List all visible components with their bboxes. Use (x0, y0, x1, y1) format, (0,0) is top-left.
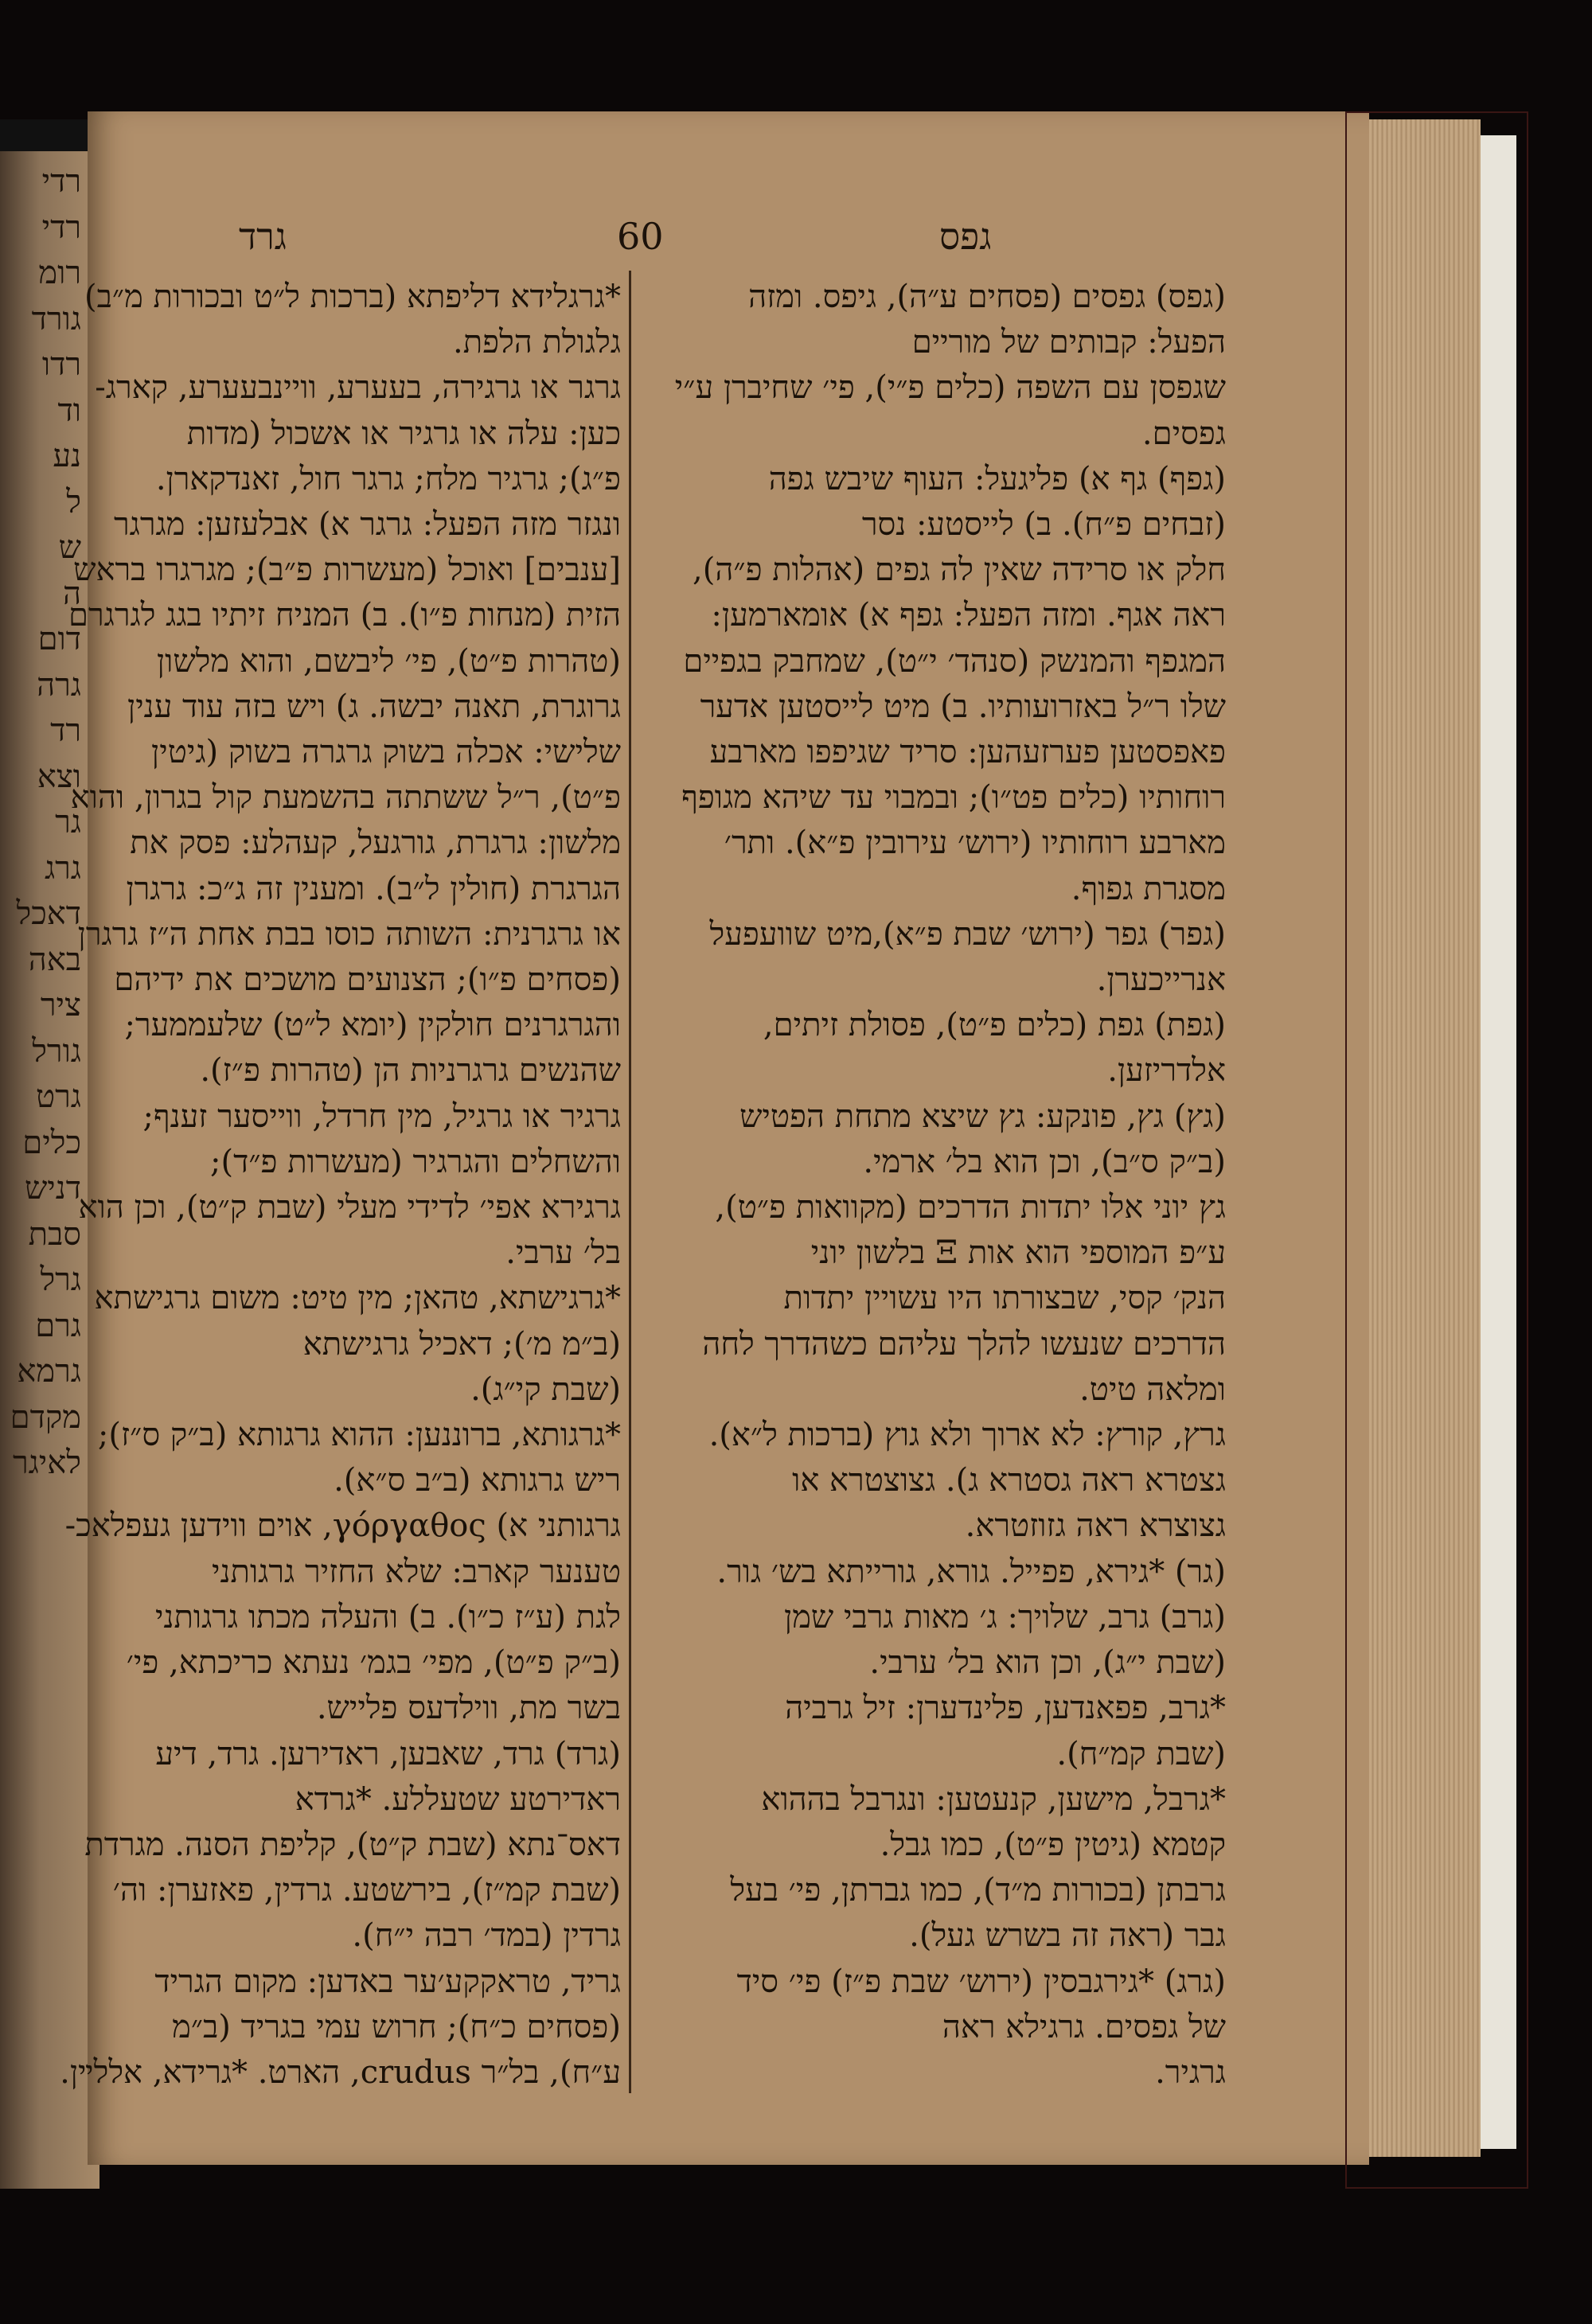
fragment-line: וצא (37, 758, 81, 795)
text-line: גצוצרא ראה גזוזטרא. (965, 1507, 1226, 1545)
text-line: (פסחים פ״ו); הצנועים מושכים את ידיהם (114, 961, 621, 999)
text-line: גרוגרת, תאנה יבשה. ג) ויש בזה עוד ענין (127, 688, 621, 725)
text-line: גריד, טראקקע׳ער באדען: מקום הגריד (154, 1963, 621, 2000)
text-line: (גפת) גפת (כלים פ״ט), פסולת זיתים, (763, 1007, 1226, 1044)
fragment-line: גרם (35, 1307, 81, 1344)
text-line: גבר (ראה זה בשרש געל). (909, 1917, 1226, 1955)
text-line: *גרגותא, ברוננען: ההוא גרגותא (ב״ק ס״ז); (97, 1417, 621, 1454)
text-line: לגת (ע״ז כ״ו). ב) והעלה מכתו גרגותני (154, 1598, 621, 1636)
fragment-line: באה (28, 941, 81, 978)
text-line: של גפסים. גרגילא ראה (942, 2008, 1226, 2045)
text-line: (גרד) גרד, שאבען, ראדירען. גרד, דיע (155, 1735, 621, 1772)
text-line: ע״פ המוספי הוא אות Ξ בלשון יוני (810, 1234, 1226, 1272)
text-line: גרגיר או גרגיל, מין חרדל, ווייסער זענף; (142, 1098, 621, 1135)
previous-page-fragment (0, 159, 88, 2149)
column-divider (629, 271, 631, 2093)
text-line: שהנשים גרגרניות הן (טהרות פ״ז). (200, 1052, 621, 1090)
text-line: שלו ר״ל באזרועותיו. ב) מיט לייסטען אדער (700, 688, 1226, 725)
text-line: (שבת קמ״ז), בירשטע. גרדין, פאזערן: וה׳ (112, 1872, 621, 1909)
page-edges (1369, 119, 1481, 2157)
text-line: כען: עלה או גרגיר או אשכול (מדות (186, 415, 621, 452)
text-line: ראה אגף. ומזה הפעל: גפף א) אומארמען: (711, 597, 1226, 634)
text-line: מארבע רוחותיו (ירוש׳ עירובין פ״א). ותר׳ (724, 825, 1226, 862)
text-line: בל׳ ערבי. (505, 1234, 621, 1272)
running-head-right: גפס (939, 215, 992, 258)
text-line: ע״ח), בל״ר crudus, הארט. *גרידא, אללײן. (60, 2053, 621, 2091)
text-line: פ״ג); גרגיר מלח; גרגר חול, זאנדקארן. (155, 460, 621, 497)
text-line: שגפסן עם השפה (כלים פ״י), פי׳ שחיברן ע״י (674, 369, 1226, 407)
text-line: הנק׳ קסי, שבצורתו היו עשויין יתדות (783, 1280, 1226, 1317)
fragment-line: דניש (24, 1170, 81, 1207)
page-number: 60 (617, 215, 664, 258)
fragment-line: גורד (31, 300, 81, 337)
text-line: טענער קארב: שלא החזיר גרגותני (212, 1553, 621, 1590)
fragment-line: גרג (44, 849, 81, 887)
spine-edge (0, 119, 100, 151)
fragment-line: רדי (41, 209, 81, 246)
text-line: בשר מת, ווילדעס פלייש. (316, 1690, 621, 1727)
text-line: (שבת י״ג), וכן הוא בל׳ ערבי. (869, 1644, 1226, 1682)
page-edge-light (1481, 135, 1516, 2149)
fragment-line: מקדם (10, 1398, 81, 1436)
text-line: הפעל: קבותים של מוריים (911, 324, 1226, 361)
text-line: *גרב, פפאנדען, פלינדערן: זיל גרביה (785, 1690, 1226, 1727)
fragment-line: ציר (40, 987, 81, 1024)
fragment-line: רד (50, 712, 81, 749)
text-line: חלק או סרידה שאין לה גפים (אהלות פ״ה), (693, 552, 1226, 589)
text-line: גרגירא אפי׳ לדידי מעלי (שבת ק״ט), וכן הוא (78, 1189, 621, 1226)
fragment-line: וד (57, 392, 81, 429)
text-line: והגרגרנים חולקין (יומא ל״ט) שלעממער; (124, 1007, 621, 1044)
running-head-left: גרד (239, 215, 287, 258)
text-line: גרגר או גרגירה, בעערע, וויינבעערע, קארג- (95, 369, 621, 407)
fragment-line: גרט (35, 1078, 81, 1115)
text-line: והשחלים והגרגיר (מעשרות פ״ד); (210, 1143, 621, 1180)
text-line: ריש גרגותא (ב״ב ס״א). (334, 1462, 621, 1499)
fragment-line: ש (58, 529, 81, 566)
fragment-line: נע (53, 438, 81, 474)
text-line: (גפף) גף א) פליגעל: העוף שיבש גפה (768, 460, 1226, 497)
text-line: דאס־נתא (שבת ק״ט), קליפת הסנה. מגרדת (84, 1826, 621, 1863)
text-line: פאפסטען פערזעהען: סריד שגיפפו מארבע (709, 734, 1226, 771)
fragment-line: דום (37, 621, 81, 657)
right-column (637, 275, 1226, 2096)
text-line: (גרג) *גירגבסין (ירוש׳ שבת פ״ז) פי׳ סיד (736, 1963, 1226, 2000)
fragment-line: רדו (41, 346, 81, 383)
text-line: הדרכים שנעשו להלך עליהם כשהדרך לחה (702, 1325, 1226, 1363)
text-line: מסגרת גפוף. (1071, 870, 1226, 907)
text-line: (גרב) גרב, שלויך: ג׳ מאות גרבי שמן (784, 1598, 1226, 1636)
text-line: המגפף והמנשק (סנהד׳ י״ט), שמחבק בגפיים (683, 642, 1226, 680)
text-line: (גפר) גפר (ירוש׳ שבת פ״א),מיט שוועפעל (709, 915, 1226, 953)
text-line: (ב״ק ס״ב), וכן הוא בל׳ ארמי. (863, 1143, 1226, 1180)
text-line: גרבתן (בכורות מ״ד), כמו גברתן, פי׳ בעל (730, 1872, 1226, 1909)
text-line: (גר) *גירא, פפייל. גורא, גורייתא בש׳ גור. (716, 1553, 1226, 1590)
fragment-line: גורל (32, 1032, 81, 1070)
fragment-line: כלים (22, 1124, 81, 1161)
text-line: או גרגרנית: השותה כוסו בבת אחת ה״ז גרגרן (77, 915, 621, 953)
text-line: [ענבים] ואוכל (מעשרות פ״ב); מגרגרו בראש (73, 552, 621, 589)
fragment-line: גרמא (17, 1353, 81, 1390)
fragment-line: גר (55, 804, 81, 840)
text-line: גפסים. (1141, 415, 1226, 452)
text-line: (פסחים כ״ח); חרוש עמי בגריד (ב״מ (172, 2008, 621, 2045)
text-line: אלדריזען. (1107, 1052, 1226, 1090)
fragment-line: סבת (28, 1215, 81, 1253)
text-line: גצטרא ראה גסטרא ג). גצוצטרא או (792, 1462, 1226, 1499)
text-line: ומלאה טיט. (1079, 1371, 1226, 1408)
text-line: מלשון: גרגרת, גורגעל, קעהלע: פסק את (130, 825, 621, 862)
text-line: הגרגרת (חולין ל״ב). ומענין זה ג״כ: גרגרן (126, 870, 621, 907)
fragment-line: גרל (40, 1261, 81, 1298)
text-line: גץ יוני אלו יתדות הדרכים (מקוואות פ״ט), (715, 1189, 1226, 1226)
fragment-line: ל (66, 483, 81, 521)
text-line: (זבחים פ״ח). ב) לייסטע: נסר (861, 506, 1226, 544)
text-line: (ב״ק פ״ט), מפי׳ בגמ׳ נעתא כריכתא, פי׳ (126, 1644, 621, 1682)
text-line: אנרייכערן. (1096, 961, 1226, 999)
text-line: ראדירטע שטעללע. *גרדא (295, 1780, 621, 1818)
text-line: ונגזר מזה הפעל: גרגר א) אבלעזען: מגרגר (113, 506, 621, 544)
text-line: (ב״מ מ׳); דאכיל גרגישתא (302, 1325, 621, 1363)
text-line: *גרבל, מישען, קנעטען: ונגרבל בההוא (761, 1780, 1226, 1818)
fragment-line: גרה (37, 666, 81, 704)
fragment-line: רומ (38, 255, 81, 291)
text-line: *גרגישתא, טהאן; מין טיט: משום גרגישתא (94, 1280, 621, 1317)
fragment-line: רדי (41, 163, 81, 200)
text-line: פ״ט), ר״ל ששתתה בהשמעת קול בגרון, והוא (70, 779, 621, 817)
text-line: גרגיר. (1155, 2053, 1226, 2091)
text-line: קטמא (גיטין פ״ט), כמו גבל. (880, 1826, 1226, 1863)
fragment-line: ה (62, 575, 81, 612)
text-line: גרגותני א) γόργαθος, אוים ווידען געפלאכ- (64, 1507, 621, 1545)
text-line: (טהרות פ״ט), פי׳ ליבשם, והוא מלשון (156, 642, 621, 680)
text-line: שלישי: אכלה בשוק גרגרה בשוק (גיטין (151, 734, 621, 771)
text-line: (שבת קי״ג). (470, 1371, 621, 1408)
text-line: (שבת קמ״ח). (1056, 1735, 1226, 1772)
fragment-line: לאיגר (12, 1445, 81, 1481)
text-line: *גרגלידא דליפתא (ברכות ל״ט ובכורות מ״ב) (84, 279, 621, 315)
text-line: (גץ) גץ, פונקע: גץ שיצא מתחת הפטיש (739, 1098, 1226, 1135)
text-line: גרץ, קורץ: לא ארוך ולא גוץ (ברכות ל״א). (708, 1417, 1226, 1454)
text-line: גרדין (במד׳ רבה י״ח). (352, 1917, 621, 1955)
text-line: רוחותיו (כלים פט״ו); ובמבוי עד שיהא מגופף (681, 779, 1226, 817)
text-line: (גפס) גפסים (פסחים ע״ה), גיפס. ומזה (748, 279, 1226, 315)
text-line: גלגולת הלפת. (453, 324, 621, 361)
fragment-line: דאכל (16, 895, 81, 932)
text-line: הזית (מנחות פ״ו). ב) המניח זיתיו בגג לגרגרם (68, 597, 621, 634)
